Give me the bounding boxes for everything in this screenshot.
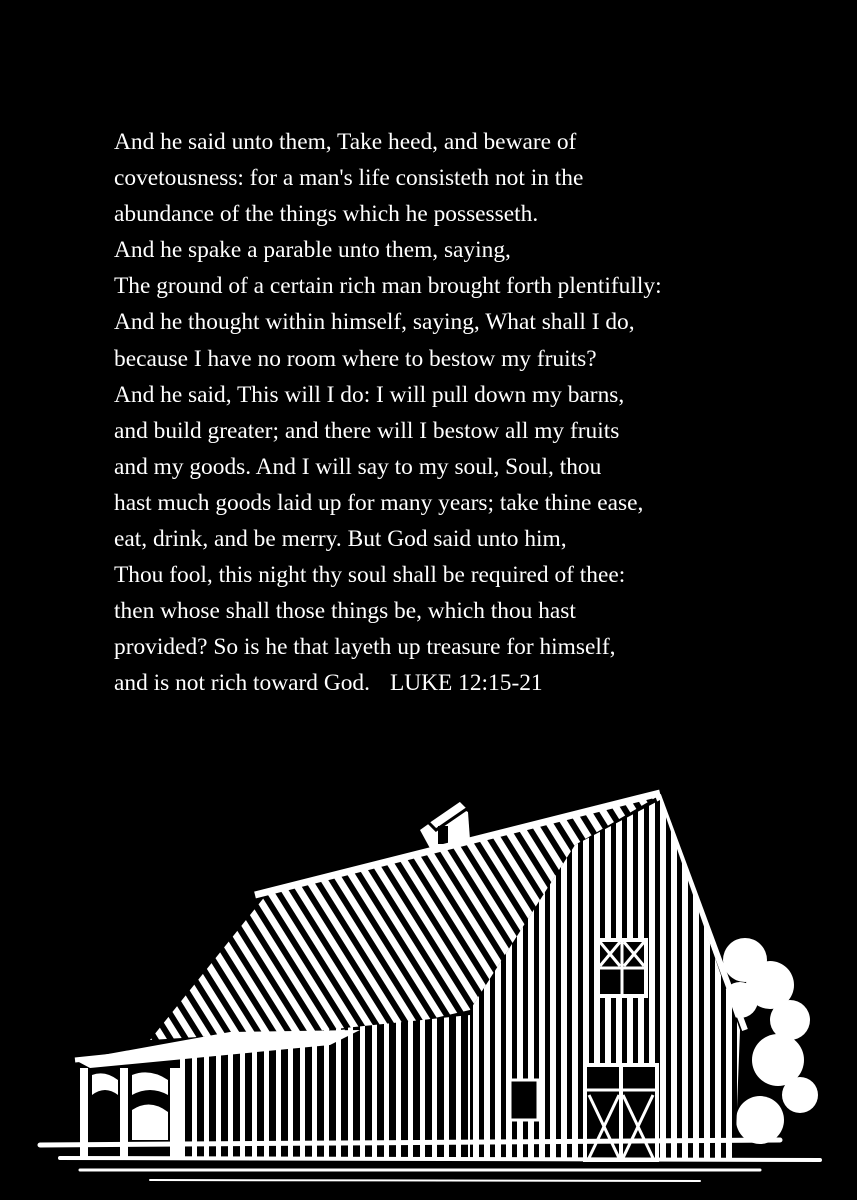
hay-window-shape [598,940,646,996]
verse-last-line [114,665,814,701]
verse-line: The ground of a certain rich man brought forth plentifully: [114,273,662,300]
verse-line: And he thought within himself, saying, What shall I do, [114,309,635,336]
verse-line: And he spake a parable unto them, saying, [114,237,511,264]
verse-line: Thou fool, this night thy soul shall be required of thee: [114,562,626,589]
verse-line: And he said, This will I do: I will pull down my barns, [114,381,625,408]
verse-line: covetousness: for a man's life consisteth not in the [114,165,584,192]
verse-reference: LUKE 12:15-21 [389,670,543,697]
verse-line: then whose shall those things be, which thou hast [114,598,576,625]
verse-line: eat, drink, and be merry. But God said unto him, [114,526,567,553]
scripture-verse [114,124,814,702]
verse-line: because I have no room where to bestow my fruits? [114,345,597,372]
barn-illustration [0,780,857,1200]
verse-line: and build greater; and there will I bestow all my fruits [114,417,620,444]
verse-line: and is not rich toward God. [114,670,370,697]
verse-line: hast much goods laid up for many years; take thine ease, [114,489,644,516]
verse-line: abundance of the things which he possesseth. [114,201,539,228]
verse-line: And he said unto them, Take heed, and beware of [114,129,577,155]
verse-line: provided? So is he that layeth up treasure for himself, [114,634,616,661]
verse-line: and my goods. And I will say to my soul, Soul, thou [114,453,602,480]
